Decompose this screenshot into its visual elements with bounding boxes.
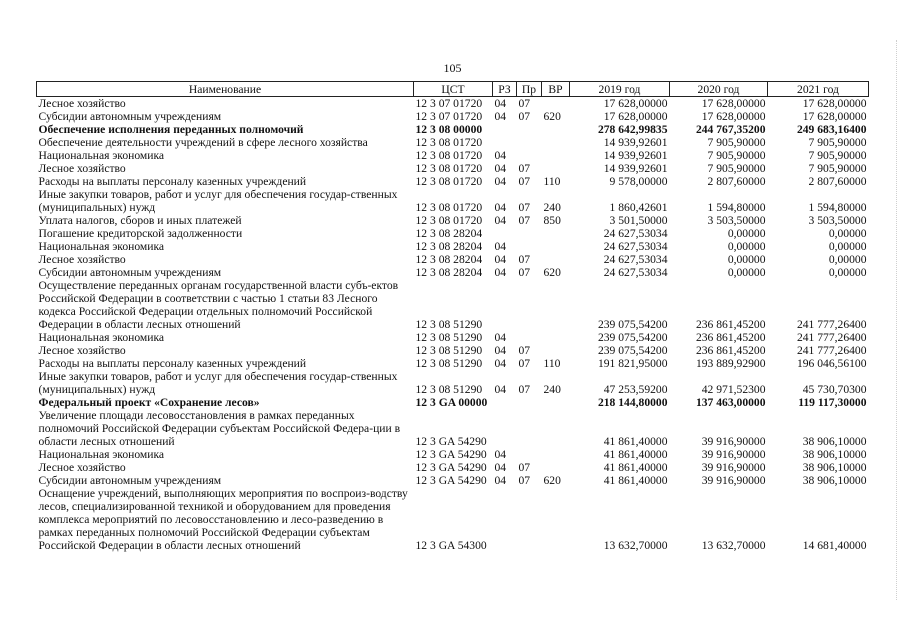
cell-2020: 1 594,80000 bbox=[707, 201, 766, 214]
cell-cst: 12 3 GA 54290 bbox=[415, 435, 487, 448]
cell-name: Увеличение площади лесовосстановления в рамках переданных полномочий Российской Федерации субъектам Российской Федера-ции в области лесных отношений bbox=[38, 409, 401, 448]
cell-name: Расходы на выплаты персоналу казенных учреждений bbox=[38, 357, 307, 370]
cell-2019: 24 627,53034 bbox=[603, 266, 668, 279]
cell-2020: 39 916,90000 bbox=[701, 474, 766, 487]
cell-name: Субсидии автономным учреждениям bbox=[38, 474, 222, 487]
cell-pr bbox=[517, 279, 542, 331]
cell-cst: 12 3 GA 54300 bbox=[415, 539, 487, 552]
cell-pr: 07 bbox=[518, 344, 531, 357]
cell-cst: 12 3 08 28204 bbox=[415, 240, 483, 253]
cell-name: Иные закупки товаров, работ и услуг для обеспечения государ-ственных (муниципальных) нужд bbox=[38, 370, 398, 396]
table-row bbox=[37, 370, 869, 396]
cell-2020: 236 861,45200 bbox=[695, 318, 766, 331]
table-row bbox=[37, 344, 869, 357]
cell-cst: 12 3 08 51290 bbox=[415, 357, 483, 370]
cell-pr bbox=[517, 331, 542, 344]
table-row bbox=[37, 175, 869, 188]
cell-rz bbox=[493, 487, 517, 552]
cell-name: Национальная экономика bbox=[38, 448, 165, 461]
cell-2020: 39 916,90000 bbox=[701, 448, 766, 461]
cell-2020: 137 463,00000 bbox=[695, 396, 766, 409]
cell-2021: 7 905,90000 bbox=[808, 149, 867, 162]
cell-2019: 3 501,50000 bbox=[609, 214, 668, 227]
cell-pr bbox=[517, 123, 542, 136]
cell-cst: 12 3 08 51290 bbox=[415, 331, 483, 344]
cell-name: Лесное хозяйство bbox=[38, 97, 126, 110]
cell-2020: 244 767,35200 bbox=[695, 123, 766, 136]
cell-cst: 12 3 08 01720 bbox=[415, 149, 483, 162]
cell-2019: 239 075,54200 bbox=[597, 318, 668, 331]
cell-cst: 12 3 08 01720 bbox=[415, 136, 483, 149]
cell-2021: 241 777,26400 bbox=[796, 318, 867, 331]
cell-2019: 14 939,92601 bbox=[603, 162, 668, 175]
cell-2021: 38 906,10000 bbox=[802, 435, 867, 448]
cell-2019: 13 632,70000 bbox=[603, 539, 668, 552]
cell-2021: 2 807,60000 bbox=[808, 175, 867, 188]
cell-pr: 07 bbox=[518, 474, 531, 487]
header-2021: 2021 год bbox=[768, 82, 869, 97]
cell-pr: 07 bbox=[518, 162, 531, 175]
cell-cst: 12 3 07 01720 bbox=[415, 97, 483, 110]
cell-rz: 04 bbox=[494, 201, 507, 214]
table-row bbox=[37, 136, 869, 149]
cell-pr bbox=[517, 409, 542, 448]
cell-pr bbox=[517, 136, 542, 149]
cell-vr: 620 bbox=[543, 474, 561, 487]
cell-vr bbox=[542, 97, 570, 111]
cell-cst: 12 3 08 51290 bbox=[415, 344, 483, 357]
cell-2020: 193 889,92900 bbox=[695, 357, 766, 370]
cell-pr: 07 bbox=[518, 253, 531, 266]
cell-2020: 7 905,90000 bbox=[707, 136, 766, 149]
cell-pr bbox=[517, 240, 542, 253]
cell-rz: 04 bbox=[494, 110, 507, 123]
cell-2020: 42 971,52300 bbox=[701, 383, 766, 396]
cell-2019: 218 144,80000 bbox=[597, 396, 668, 409]
cell-rz: 04 bbox=[494, 448, 507, 461]
table-row bbox=[37, 279, 869, 331]
cell-name: Лесное хозяйство bbox=[38, 344, 126, 357]
cell-cst: 12 3 08 01720 bbox=[415, 201, 483, 214]
cell-2020: 13 632,70000 bbox=[701, 539, 766, 552]
cell-pr: 07 bbox=[518, 97, 531, 110]
cell-name: Оснащение учреждений, выполняющих мероприятия по воспроиз-водству лесов, специализированной техникой и оборудованием для проведения комплекса мероприятий по лесовосстановлению и лесо-разведению в рамках переданных полномочий Российской Федерации субъектам Российской Федерации в области лесных отношений bbox=[38, 487, 408, 552]
header-pr: Пр bbox=[517, 82, 542, 97]
cell-2020: 7 905,90000 bbox=[707, 162, 766, 175]
cell-2021: 45 730,70300 bbox=[802, 383, 867, 396]
cell-2020: 0,00000 bbox=[727, 240, 766, 253]
cell-rz: 04 bbox=[494, 344, 507, 357]
cell-name: Федеральный проект «Сохранение лесов» bbox=[38, 396, 260, 409]
cell-pr: 07 bbox=[518, 201, 531, 214]
cell-2019: 41 861,40000 bbox=[603, 474, 668, 487]
cell-2019: 17 628,00000 bbox=[603, 97, 668, 110]
cell-name: Лесное хозяйство bbox=[38, 162, 126, 175]
cell-rz: 04 bbox=[494, 461, 507, 474]
table-row bbox=[37, 162, 869, 175]
cell-pr: 07 bbox=[518, 214, 531, 227]
cell-2019: 14 939,92601 bbox=[603, 149, 668, 162]
cell-pr bbox=[517, 448, 542, 461]
cell-vr bbox=[542, 227, 570, 240]
cell-name: Субсидии автономным учреждениям bbox=[38, 266, 222, 279]
cell-vr bbox=[542, 123, 570, 136]
cell-vr bbox=[542, 279, 570, 331]
table-row bbox=[37, 110, 869, 123]
cell-2020: 3 503,50000 bbox=[707, 214, 766, 227]
cell-2021: 0,00000 bbox=[828, 253, 867, 266]
table-row bbox=[37, 331, 869, 344]
table-row bbox=[37, 487, 869, 552]
cell-pr: 07 bbox=[518, 461, 531, 474]
cell-rz: 04 bbox=[494, 97, 507, 110]
cell-2019: 24 627,53034 bbox=[603, 240, 668, 253]
table-row bbox=[37, 149, 869, 162]
table-row bbox=[37, 474, 869, 487]
cell-cst: 12 3 08 00000 bbox=[415, 123, 483, 136]
cell-cst: 12 3 08 51290 bbox=[415, 383, 483, 396]
cell-vr bbox=[542, 253, 570, 266]
budget-table bbox=[36, 81, 869, 552]
cell-rz: 04 bbox=[494, 357, 507, 370]
cell-vr bbox=[542, 448, 570, 461]
cell-2021: 196 046,56100 bbox=[796, 357, 867, 370]
cell-vr bbox=[542, 461, 570, 474]
cell-vr bbox=[542, 240, 570, 253]
header-name: Наименование bbox=[37, 82, 414, 97]
cell-cst: 12 3 GA 00000 bbox=[415, 396, 488, 409]
cell-2021: 38 906,10000 bbox=[802, 474, 867, 487]
cell-pr bbox=[517, 396, 542, 409]
cell-rz: 04 bbox=[494, 331, 507, 344]
cell-2021: 38 906,10000 bbox=[802, 461, 867, 474]
table-row bbox=[37, 123, 869, 136]
table-row bbox=[37, 253, 869, 266]
cell-cst: 12 3 08 01720 bbox=[415, 175, 483, 188]
cell-cst: 12 3 GA 54290 bbox=[415, 448, 487, 461]
cell-rz: 04 bbox=[494, 383, 507, 396]
cell-2020: 236 861,45200 bbox=[695, 331, 766, 344]
cell-2020: 17 628,00000 bbox=[701, 97, 766, 110]
scan-edge-marks bbox=[894, 40, 897, 600]
header-cst: ЦСТ bbox=[414, 82, 493, 97]
cell-2021: 3 503,50000 bbox=[808, 214, 867, 227]
cell-vr: 620 bbox=[543, 110, 561, 123]
cell-vr bbox=[542, 149, 570, 162]
cell-2020: 0,00000 bbox=[727, 266, 766, 279]
cell-2020: 236 861,45200 bbox=[695, 344, 766, 357]
cell-cst: 12 3 08 51290 bbox=[415, 318, 483, 331]
cell-2019: 9 578,00000 bbox=[609, 175, 668, 188]
cell-2021: 17 628,00000 bbox=[802, 97, 867, 110]
table-row bbox=[37, 448, 869, 461]
cell-2019: 41 861,40000 bbox=[603, 461, 668, 474]
cell-2021: 1 594,80000 bbox=[808, 201, 867, 214]
table-row bbox=[37, 214, 869, 227]
cell-2021: 0,00000 bbox=[828, 266, 867, 279]
cell-name: Осуществление переданных органам государственной власти субъ-ектов Российской Федерации в соответствии с частью 1 статьи 83 Лесного кодекса Российской Федерации отдельных полномочий Российской Федерации в области лесных отношений bbox=[38, 279, 399, 331]
table-row bbox=[37, 188, 869, 214]
cell-rz bbox=[493, 123, 517, 136]
cell-2021: 241 777,26400 bbox=[796, 344, 867, 357]
cell-rz: 04 bbox=[494, 214, 507, 227]
cell-2020: 0,00000 bbox=[727, 227, 766, 240]
cell-cst: 12 3 08 01720 bbox=[415, 162, 483, 175]
cell-2021: 38 906,10000 bbox=[802, 448, 867, 461]
header-2019: 2019 год bbox=[570, 82, 670, 97]
cell-name: Иные закупки товаров, работ и услуг для обеспечения государ-ственных (муниципальных) нужд bbox=[38, 188, 398, 214]
table-row bbox=[37, 227, 869, 240]
cell-pr bbox=[517, 227, 542, 240]
cell-cst: 12 3 08 28204 bbox=[415, 253, 483, 266]
cell-2019: 239 075,54200 bbox=[597, 344, 668, 357]
cell-vr: 620 bbox=[543, 266, 561, 279]
cell-pr: 07 bbox=[518, 175, 531, 188]
cell-2019: 17 628,00000 bbox=[603, 110, 668, 123]
cell-2021: 7 905,90000 bbox=[808, 136, 867, 149]
cell-2021: 249 683,16400 bbox=[796, 123, 867, 136]
cell-pr: 07 bbox=[518, 383, 531, 396]
cell-pr bbox=[517, 149, 542, 162]
cell-name: Субсидии автономным учреждениям bbox=[38, 110, 222, 123]
header-rz: РЗ bbox=[493, 82, 517, 97]
cell-rz: 04 bbox=[494, 474, 507, 487]
table-row bbox=[37, 396, 869, 409]
cell-pr bbox=[517, 487, 542, 552]
cell-rz: 04 bbox=[494, 240, 507, 253]
table-row bbox=[37, 461, 869, 474]
table-header-row bbox=[37, 82, 869, 97]
cell-2019: 41 861,40000 bbox=[603, 435, 668, 448]
cell-name: Обеспечение деятельности учреждений в сфере лесного хозяйства bbox=[38, 136, 368, 149]
cell-2021: 17 628,00000 bbox=[802, 110, 867, 123]
cell-2021: 7 905,90000 bbox=[808, 162, 867, 175]
cell-2021: 0,00000 bbox=[828, 227, 867, 240]
cell-name: Погашение кредиторской задолженности bbox=[38, 227, 243, 240]
cell-name: Расходы на выплаты персоналу казенных учреждений bbox=[38, 175, 307, 188]
cell-2021: 14 681,40000 bbox=[802, 539, 867, 552]
cell-2019: 191 821,95000 bbox=[597, 357, 668, 370]
cell-2020: 0,00000 bbox=[727, 253, 766, 266]
cell-2019: 41 861,40000 bbox=[603, 448, 668, 461]
header-2020: 2020 год bbox=[670, 82, 768, 97]
cell-vr bbox=[542, 136, 570, 149]
cell-cst: 12 3 GA 54290 bbox=[415, 474, 487, 487]
cell-2021: 241 777,26400 bbox=[796, 331, 867, 344]
page-number: 105 bbox=[443, 61, 462, 75]
cell-2021: 119 117,30000 bbox=[798, 396, 867, 409]
cell-rz: 04 bbox=[494, 162, 507, 175]
cell-rz: 04 bbox=[494, 266, 507, 279]
cell-rz bbox=[493, 136, 517, 149]
cell-rz: 04 bbox=[494, 149, 507, 162]
cell-vr bbox=[542, 331, 570, 344]
cell-vr bbox=[542, 409, 570, 448]
cell-vr: 110 bbox=[543, 357, 561, 370]
cell-rz bbox=[493, 396, 517, 409]
cell-name: Лесное хозяйство bbox=[38, 461, 126, 474]
cell-pr: 07 bbox=[518, 266, 531, 279]
cell-rz: 04 bbox=[494, 175, 507, 188]
cell-2020: 17 628,00000 bbox=[701, 110, 766, 123]
cell-2020: 39 916,90000 bbox=[701, 435, 766, 448]
table-body bbox=[37, 97, 869, 553]
cell-2019: 14 939,92601 bbox=[603, 136, 668, 149]
cell-2019: 47 253,59200 bbox=[603, 383, 668, 396]
cell-vr bbox=[542, 487, 570, 552]
cell-vr bbox=[542, 396, 570, 409]
cell-vr: 110 bbox=[543, 175, 561, 188]
cell-cst: 12 3 08 28204 bbox=[415, 266, 483, 279]
cell-2021: 0,00000 bbox=[828, 240, 867, 253]
cell-cst: 12 3 GA 54290 bbox=[415, 461, 487, 474]
cell-rz bbox=[493, 227, 517, 240]
cell-2019: 278 642,99835 bbox=[597, 123, 668, 136]
cell-cst: 12 3 07 01720 bbox=[415, 110, 483, 123]
cell-rz bbox=[493, 279, 517, 331]
cell-2020: 2 807,60000 bbox=[707, 175, 766, 188]
cell-pr: 07 bbox=[518, 357, 531, 370]
cell-cst: 12 3 08 01720 bbox=[415, 214, 483, 227]
cell-pr: 07 bbox=[518, 110, 531, 123]
cell-rz: 04 bbox=[494, 253, 507, 266]
cell-vr bbox=[542, 162, 570, 175]
cell-vr: 240 bbox=[543, 383, 561, 396]
table-row bbox=[37, 409, 869, 448]
table-row bbox=[37, 240, 869, 253]
cell-2019: 1 860,42601 bbox=[609, 201, 668, 214]
cell-vr: 850 bbox=[543, 214, 561, 227]
cell-2019: 239 075,54200 bbox=[597, 331, 668, 344]
table-row bbox=[37, 97, 869, 111]
cell-2020: 7 905,90000 bbox=[707, 149, 766, 162]
cell-cst: 12 3 08 28204 bbox=[415, 227, 483, 240]
cell-2020: 39 916,90000 bbox=[701, 461, 766, 474]
cell-name: Национальная экономика bbox=[38, 149, 165, 162]
cell-name: Лесное хозяйство bbox=[38, 253, 126, 266]
cell-name: Национальная экономика bbox=[38, 240, 165, 253]
cell-rz bbox=[493, 409, 517, 448]
table-row bbox=[37, 357, 869, 370]
cell-name: Уплата налогов, сборов и иных платежей bbox=[38, 214, 242, 227]
table-row bbox=[37, 266, 869, 279]
cell-2019: 24 627,53034 bbox=[603, 227, 668, 240]
cell-name: Обеспечение исполнения переданных полномочий bbox=[38, 123, 304, 136]
cell-2019: 24 627,53034 bbox=[603, 253, 668, 266]
cell-name: Национальная экономика bbox=[38, 331, 165, 344]
cell-vr bbox=[542, 344, 570, 357]
header-vr: ВР bbox=[542, 82, 570, 97]
cell-vr: 240 bbox=[543, 201, 561, 214]
